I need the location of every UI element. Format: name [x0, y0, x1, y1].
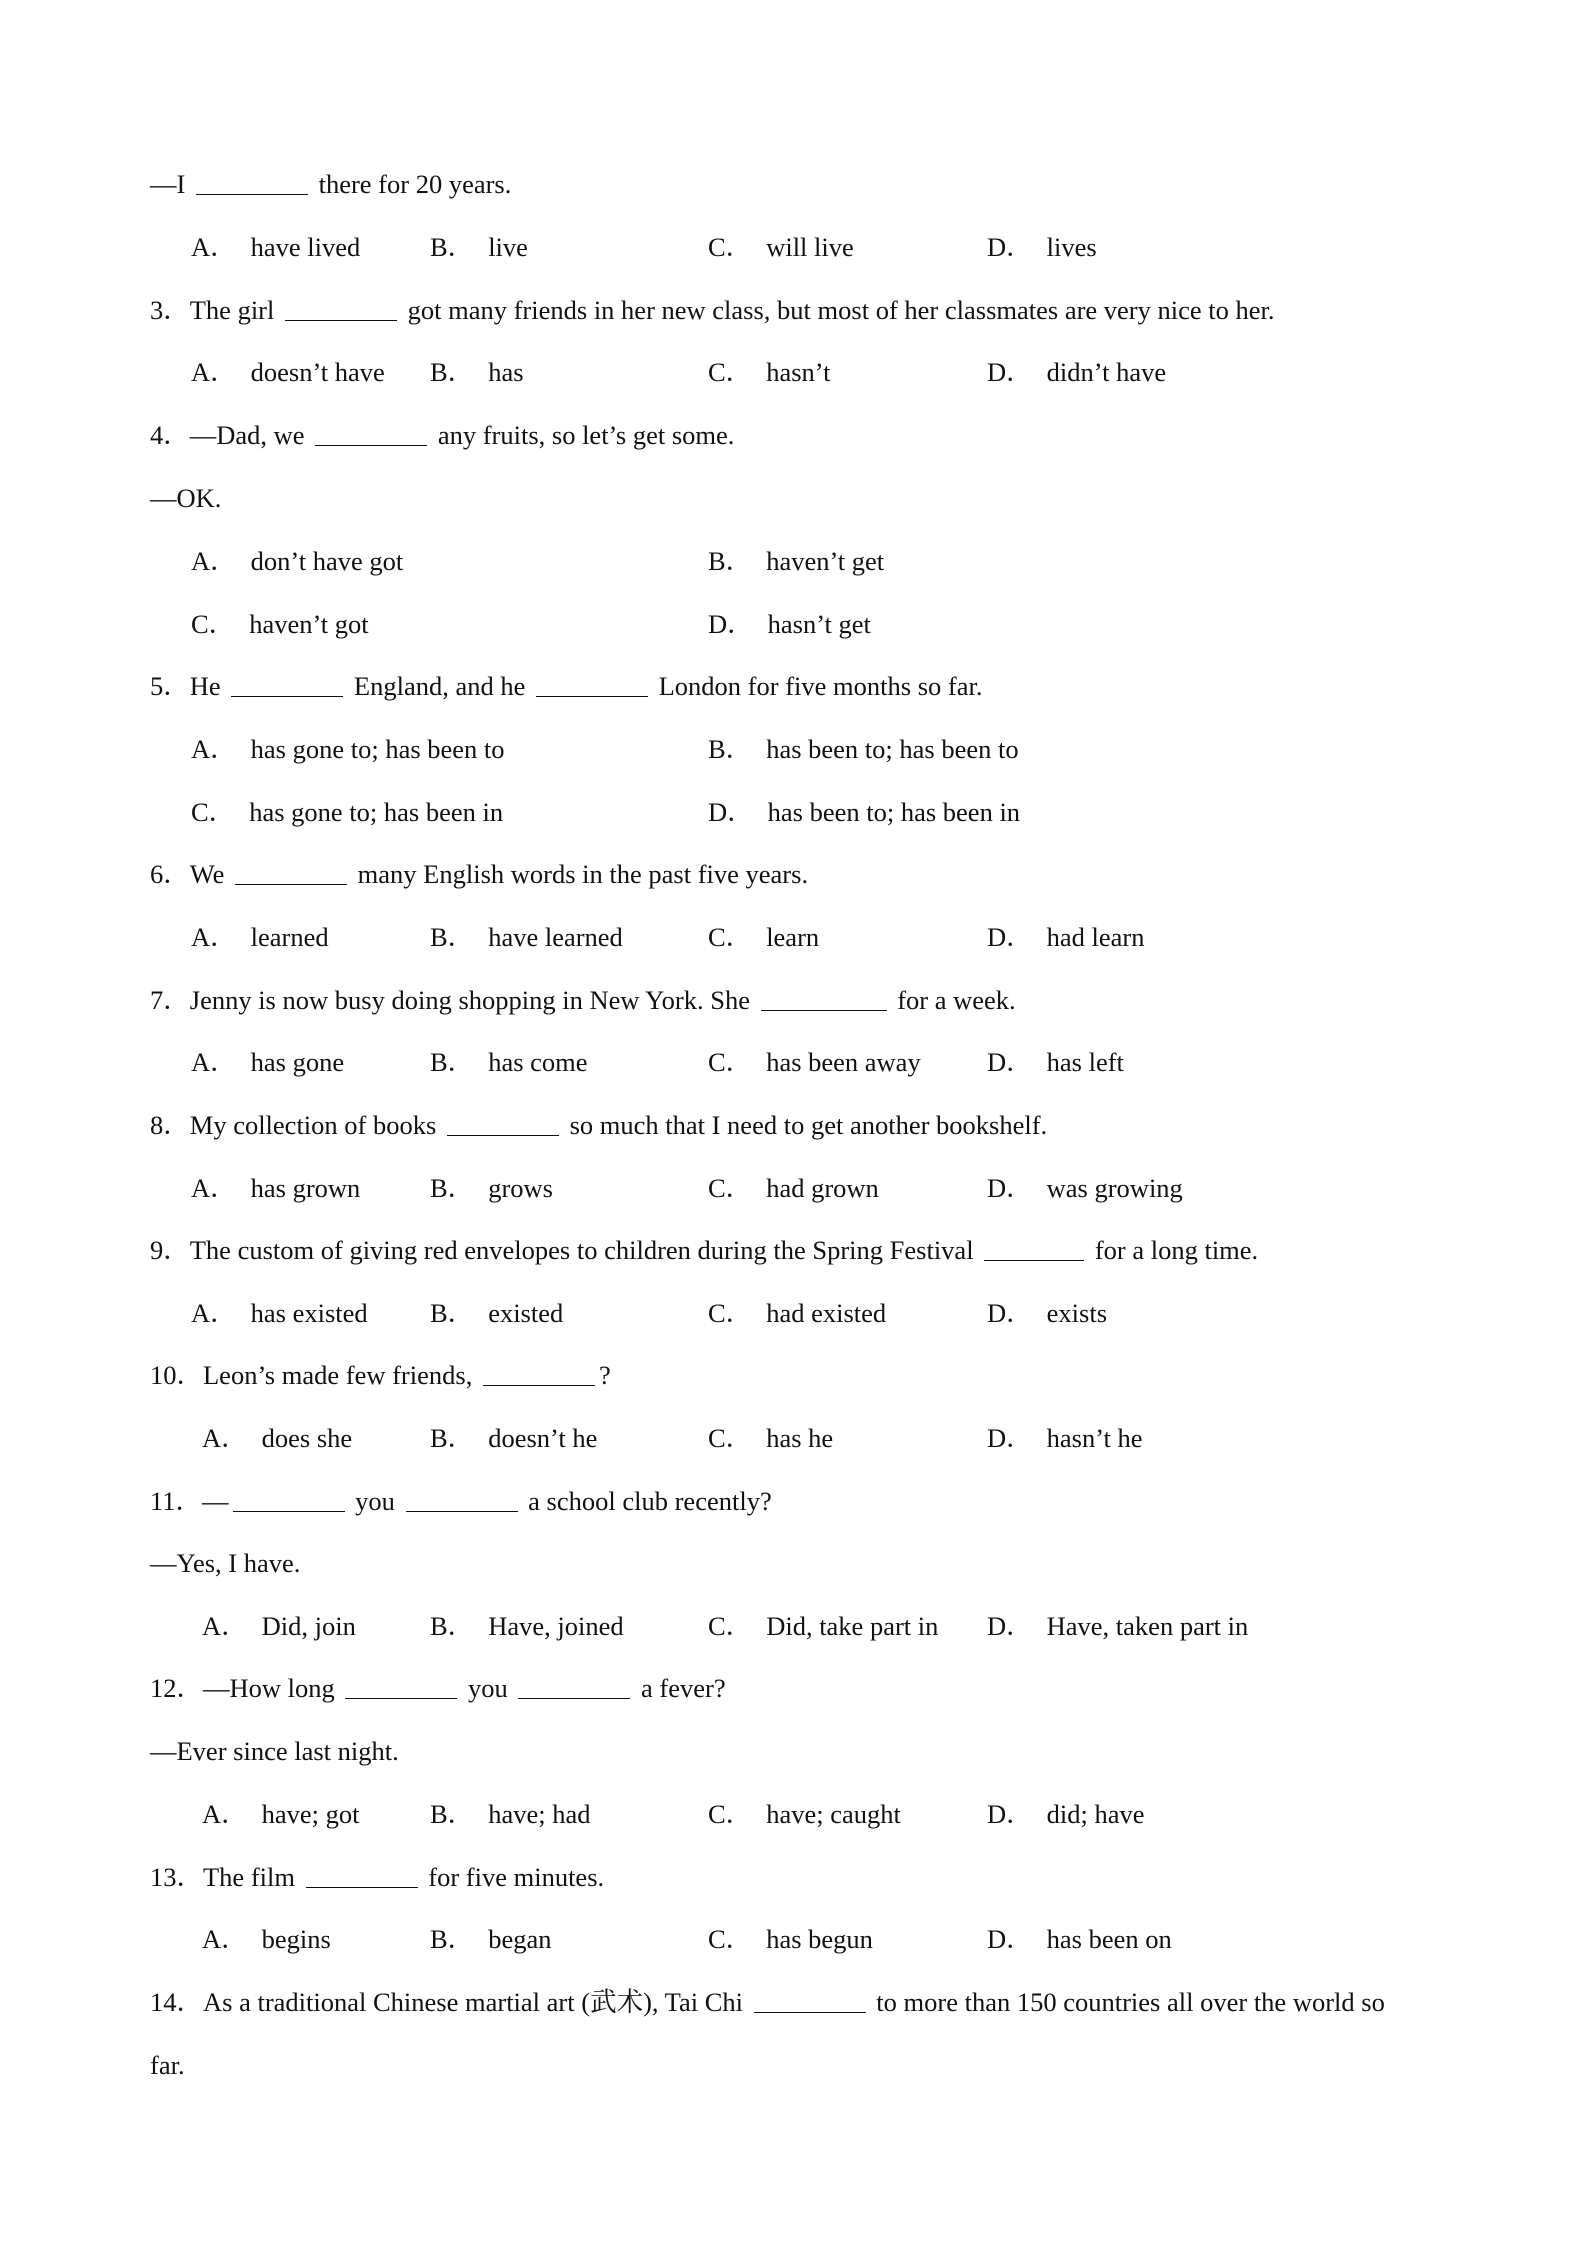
- answer-blank: [984, 1234, 1084, 1261]
- option-text: has gone: [250, 1047, 345, 1077]
- option-letter: B．: [708, 734, 753, 764]
- question-text: for a week.: [890, 985, 1016, 1015]
- option-letter: D．: [987, 922, 1033, 952]
- question-text: a fever?: [634, 1673, 726, 1703]
- option-letter: B．: [430, 1173, 475, 1203]
- question-line-q4: [150, 413, 734, 457]
- question-text: a school club recently?: [521, 1486, 772, 1516]
- question-text: you: [461, 1673, 515, 1703]
- option-q12-d: [987, 1792, 1145, 1836]
- option-text: Did, join: [261, 1611, 356, 1641]
- option-text: has been on: [1046, 1924, 1172, 1954]
- option-letter: D．: [987, 1423, 1033, 1453]
- option-letter: A．: [202, 1799, 248, 1829]
- option-q5-b: [708, 727, 1019, 771]
- question-line-l14b: [150, 2043, 185, 2087]
- option-letter: D．: [987, 232, 1033, 262]
- option-letter: C．: [708, 1799, 753, 1829]
- question-text: 13．The film: [150, 1862, 302, 1892]
- option-text: has come: [488, 1047, 588, 1077]
- option-letter: A．: [191, 922, 237, 952]
- question-text: England, and he: [347, 671, 532, 701]
- option-text: lives: [1046, 232, 1097, 262]
- question-line-q10: [150, 1353, 611, 1397]
- option-letter: B．: [430, 1047, 475, 1077]
- question-line-q5: [150, 664, 982, 708]
- option-text: doesn’t have: [250, 357, 385, 387]
- question-text: so much that I need to get another bookshelf.: [562, 1110, 1048, 1140]
- option-q13-a: [202, 1917, 331, 1961]
- option-q2-d: [987, 225, 1097, 269]
- option-letter: C．: [708, 1047, 753, 1077]
- option-text: was growing: [1046, 1173, 1183, 1203]
- option-letter: D．: [987, 1924, 1033, 1954]
- option-letter: A．: [191, 546, 237, 576]
- option-q4-c: [191, 602, 369, 646]
- option-q5-d: [708, 790, 1020, 834]
- answer-blank: [196, 168, 308, 195]
- option-q6-a: [191, 915, 329, 959]
- option-q8-b: [430, 1166, 553, 1210]
- option-text: learn: [766, 922, 820, 952]
- option-text: has been away: [766, 1047, 921, 1077]
- option-text: has: [488, 357, 524, 387]
- question-text: —Ever since last night.: [150, 1736, 399, 1766]
- question-line-q11: [150, 1479, 772, 1523]
- answer-blank: [285, 294, 397, 321]
- answer-blank: [345, 1672, 457, 1699]
- option-letter: A．: [191, 1047, 237, 1077]
- option-letter: C．: [708, 1611, 753, 1641]
- option-q10-a: [202, 1416, 352, 1460]
- option-q2-a: [191, 225, 360, 269]
- option-letter: B．: [430, 357, 475, 387]
- answer-blank: [761, 984, 887, 1011]
- option-text: don’t have got: [250, 546, 404, 576]
- option-text: haven’t get: [766, 546, 885, 576]
- question-text: far.: [150, 2050, 185, 2080]
- question-line-q6: [150, 852, 808, 896]
- option-text: has begun: [766, 1924, 873, 1954]
- answer-blank: [233, 1485, 345, 1512]
- option-q3-b: [430, 350, 524, 394]
- option-text: has gone to; has been to: [250, 734, 505, 764]
- option-text: will live: [766, 232, 854, 262]
- option-text: has been to; has been in: [767, 797, 1021, 827]
- option-q11-d: [987, 1604, 1248, 1648]
- option-q11-c: [708, 1604, 938, 1648]
- option-q6-b: [430, 915, 623, 959]
- question-line-l11b: [150, 1541, 300, 1585]
- option-letter: D．: [987, 1173, 1033, 1203]
- question-text: 14．As a traditional Chinese martial art (武术), Tai Chi: [150, 1987, 750, 2017]
- question-text: 4．—Dad, we: [150, 420, 312, 450]
- question-line-q8: [150, 1103, 1047, 1147]
- question-line-l4b: [150, 476, 221, 520]
- question-text: to more than 150 countries all over the world so: [869, 1987, 1385, 2017]
- option-q4-d: [708, 602, 871, 646]
- option-text: had grown: [766, 1173, 879, 1203]
- option-letter: C．: [708, 1298, 753, 1328]
- question-line-l12b: [150, 1729, 399, 1773]
- option-q13-c: [708, 1917, 873, 1961]
- answer-blank: [536, 670, 648, 697]
- option-letter: A．: [191, 734, 237, 764]
- option-text: has been to; has been to: [766, 734, 1019, 764]
- answer-blank: [406, 1485, 518, 1512]
- option-text: had learn: [1046, 922, 1145, 952]
- option-letter: B．: [430, 232, 475, 262]
- answer-blank: [483, 1359, 595, 1386]
- option-text: grows: [488, 1173, 553, 1203]
- option-letter: B．: [430, 922, 475, 952]
- option-q9-d: [987, 1291, 1107, 1335]
- option-letter: C．: [708, 1173, 753, 1203]
- question-text: there for 20 years.: [311, 169, 512, 199]
- option-letter: D．: [987, 357, 1033, 387]
- option-q4-b: [708, 539, 884, 583]
- option-q2-c: [708, 225, 854, 269]
- option-q8-d: [987, 1166, 1183, 1210]
- option-letter: B．: [430, 1611, 475, 1641]
- option-text: began: [488, 1924, 552, 1954]
- question-text: any fruits, so let’s get some.: [431, 420, 735, 450]
- question-text: for five minutes.: [421, 1862, 605, 1892]
- option-text: has grown: [250, 1173, 361, 1203]
- option-letter: B．: [430, 1924, 475, 1954]
- question-text: got many friends in her new class, but most of her classmates are very nice to her.: [401, 295, 1275, 325]
- option-letter: A．: [202, 1924, 248, 1954]
- option-q8-a: [191, 1166, 360, 1210]
- question-text: 8．My collection of books: [150, 1110, 443, 1140]
- option-letter: D．: [987, 1047, 1033, 1077]
- option-letter: C．: [708, 1423, 753, 1453]
- option-q12-b: [430, 1792, 590, 1836]
- option-letter: D．: [708, 797, 754, 827]
- option-letter: C．: [191, 797, 236, 827]
- question-line-q13: [150, 1855, 604, 1899]
- option-q12-c: [708, 1792, 901, 1836]
- option-q6-d: [987, 915, 1145, 959]
- option-text: exists: [1046, 1298, 1108, 1328]
- option-letter: D．: [708, 609, 754, 639]
- question-text: many English words in the past five years.: [351, 859, 809, 889]
- option-letter: B．: [430, 1423, 475, 1453]
- option-letter: B．: [430, 1799, 475, 1829]
- question-text: 3．The girl: [150, 295, 281, 325]
- option-letter: C．: [708, 232, 753, 262]
- answer-blank: [518, 1672, 630, 1699]
- answer-blank: [231, 670, 343, 697]
- option-letter: A．: [202, 1611, 248, 1641]
- answer-blank: [447, 1109, 559, 1136]
- option-text: live: [488, 232, 528, 262]
- option-text: hasn’t: [766, 357, 831, 387]
- option-q13-b: [430, 1917, 551, 1961]
- option-text: does she: [261, 1423, 353, 1453]
- question-text: 7．Jenny is now busy doing shopping in New York. She: [150, 985, 757, 1015]
- option-q4-a: [191, 539, 403, 583]
- option-q8-c: [708, 1166, 879, 1210]
- option-q5-a: [191, 727, 505, 771]
- option-letter: C．: [708, 922, 753, 952]
- option-text: have; caught: [766, 1799, 901, 1829]
- option-text: learned: [250, 922, 329, 952]
- option-q7-b: [430, 1040, 588, 1084]
- question-text: 9．The custom of giving red envelopes to children during the Spring Festival: [150, 1235, 981, 1265]
- question-line-q14: [150, 1980, 1385, 2024]
- option-q7-c: [708, 1040, 921, 1084]
- option-letter: A．: [191, 1173, 237, 1203]
- option-q5-c: [191, 790, 503, 834]
- question-line-q12: [150, 1666, 726, 1710]
- option-q9-a: [191, 1291, 368, 1335]
- option-text: hasn’t he: [1046, 1423, 1143, 1453]
- option-letter: C．: [708, 1924, 753, 1954]
- option-text: haven’t got: [249, 609, 369, 639]
- option-q10-b: [430, 1416, 597, 1460]
- answer-blank: [315, 419, 427, 446]
- option-text: have learned: [488, 922, 623, 952]
- question-line-l1: [150, 162, 511, 206]
- option-q9-b: [430, 1291, 563, 1335]
- option-q3-d: [987, 350, 1166, 394]
- option-text: has he: [766, 1423, 834, 1453]
- option-q11-a: [202, 1604, 356, 1648]
- option-text: Have, joined: [488, 1611, 624, 1641]
- option-text: has existed: [250, 1298, 368, 1328]
- answer-blank: [235, 858, 347, 885]
- question-line-q7: [150, 978, 1016, 1022]
- question-line-q3: [150, 288, 1275, 332]
- option-text: have; got: [261, 1799, 360, 1829]
- option-q13-d: [987, 1917, 1172, 1961]
- option-text: had existed: [766, 1298, 887, 1328]
- option-q6-c: [708, 915, 819, 959]
- question-text: —I: [150, 169, 192, 199]
- option-q12-a: [202, 1792, 360, 1836]
- option-q10-d: [987, 1416, 1143, 1460]
- option-q7-d: [987, 1040, 1124, 1084]
- question-text: 12．—How long: [150, 1673, 342, 1703]
- question-text: 6．We: [150, 859, 232, 889]
- option-text: have; had: [488, 1799, 591, 1829]
- option-letter: B．: [708, 546, 753, 576]
- option-text: existed: [488, 1298, 564, 1328]
- option-q2-b: [430, 225, 528, 269]
- option-letter: A．: [191, 357, 237, 387]
- option-q10-c: [708, 1416, 833, 1460]
- option-text: has gone to; has been in: [249, 797, 504, 827]
- option-text: hasn’t get: [767, 609, 871, 639]
- question-line-q9: [150, 1228, 1258, 1272]
- option-q3-a: [191, 350, 385, 394]
- answer-blank: [306, 1861, 418, 1888]
- question-text: —OK.: [150, 483, 222, 513]
- question-text: 10．Leon’s made few friends,: [150, 1360, 479, 1390]
- option-text: did; have: [1046, 1799, 1145, 1829]
- question-text: for a long time.: [1088, 1235, 1259, 1265]
- option-text: didn’t have: [1046, 357, 1167, 387]
- question-text: ?: [598, 1360, 611, 1390]
- option-letter: A．: [191, 232, 237, 262]
- option-q7-a: [191, 1040, 344, 1084]
- option-text: have lived: [250, 232, 361, 262]
- option-text: has left: [1046, 1047, 1124, 1077]
- option-text: doesn’t he: [488, 1423, 598, 1453]
- option-q3-c: [708, 350, 830, 394]
- option-text: begins: [261, 1924, 331, 1954]
- option-letter: D．: [987, 1298, 1033, 1328]
- option-letter: D．: [987, 1799, 1033, 1829]
- question-text: —Yes, I have.: [150, 1548, 301, 1578]
- question-text: 11．—: [150, 1486, 229, 1516]
- question-text: London for five months so far.: [652, 671, 983, 701]
- question-text: 5．He: [150, 671, 228, 701]
- option-letter: B．: [430, 1298, 475, 1328]
- option-letter: D．: [987, 1611, 1033, 1641]
- option-letter: C．: [708, 357, 753, 387]
- question-text: you: [348, 1486, 402, 1516]
- option-text: Have, taken part in: [1046, 1611, 1249, 1641]
- answer-blank: [754, 1986, 866, 2013]
- option-q11-b: [430, 1604, 624, 1648]
- option-letter: A．: [202, 1423, 248, 1453]
- option-letter: C．: [191, 609, 236, 639]
- option-letter: A．: [191, 1298, 237, 1328]
- option-text: Did, take part in: [766, 1611, 939, 1641]
- option-q9-c: [708, 1291, 886, 1335]
